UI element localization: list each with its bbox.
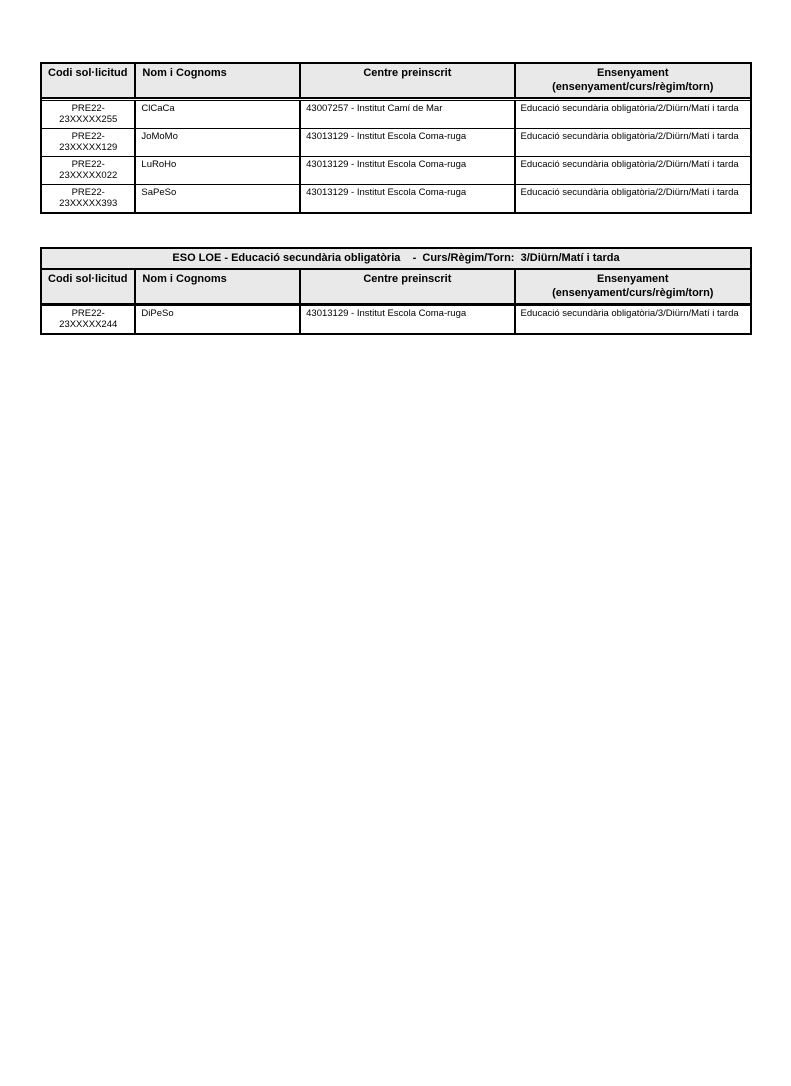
cell-centre: 43013129 - Institut Escola Coma-ruga: [300, 184, 514, 213]
cell-ensenyament: Educació secundària obligatòria/3/Diürn/Matí i tarda: [515, 306, 751, 335]
group-title-row: [41, 248, 751, 269]
cell-nom: DiPeSo: [135, 306, 300, 335]
cell-centre: 43013129 - Institut Escola Coma-ruga: [300, 128, 514, 156]
table-row: [41, 100, 751, 128]
cell-ensenyament: Educació secundària obligatòria/2/Diürn/Matí i tarda: [515, 184, 751, 213]
cell-nom: JoMoMo: [135, 128, 300, 156]
column-header-centre: Centre preinscrit: [300, 269, 514, 304]
preinscription-table-1: [40, 62, 752, 214]
table-row: [41, 184, 751, 213]
column-header-nom: Nom i Cognoms: [135, 269, 300, 304]
cell-ensenyament: Educació secundària obligatòria/2/Diürn/Matí i tarda: [515, 156, 751, 184]
cell-ensenyament: Educació secundària obligatòria/2/Diürn/Matí i tarda: [515, 100, 751, 128]
cell-ensenyament: Educació secundària obligatòria/2/Diürn/Matí i tarda: [515, 128, 751, 156]
table-row: [41, 128, 751, 156]
cell-codi: PRE22-23XXXXX393: [41, 184, 135, 213]
column-header-ensenyament: Ensenyament (ensenyament/curs/règim/torn): [515, 269, 751, 304]
cell-nom: SaPeSo: [135, 184, 300, 213]
cell-codi: PRE22-23XXXXX022: [41, 156, 135, 184]
document-page: [0, 62, 791, 1086]
preinscription-table-2: [40, 247, 752, 336]
cell-codi: PRE22-23XXXXX129: [41, 128, 135, 156]
cell-codi: PRE22-23XXXXX244: [41, 306, 135, 335]
group-title: ESO LOE - Educació secundària obligatòria - Curs/Règim/Torn: 3/Diürn/Matí i tarda: [41, 248, 751, 269]
column-header-codi: Codi sol·licitud: [41, 269, 135, 304]
column-header-centre: Centre preinscrit: [300, 63, 514, 98]
cell-codi: PRE22-23XXXXX255: [41, 100, 135, 128]
header-row: [41, 63, 751, 98]
column-header-nom: Nom i Cognoms: [135, 63, 300, 98]
cell-centre: 43013129 - Institut Escola Coma-ruga: [300, 306, 514, 335]
cell-nom: ClCaCa: [135, 100, 300, 128]
cell-centre: 43007257 - Institut Camí de Mar: [300, 100, 514, 128]
header-row: [41, 269, 751, 304]
column-header-ensenyament: Ensenyament (ensenyament/curs/règim/torn): [515, 63, 751, 98]
table-row: [41, 306, 751, 335]
table-row: [41, 156, 751, 184]
cell-centre: 43013129 - Institut Escola Coma-ruga: [300, 156, 514, 184]
column-header-codi: Codi sol·licitud: [41, 63, 135, 98]
cell-nom: LuRoHo: [135, 156, 300, 184]
